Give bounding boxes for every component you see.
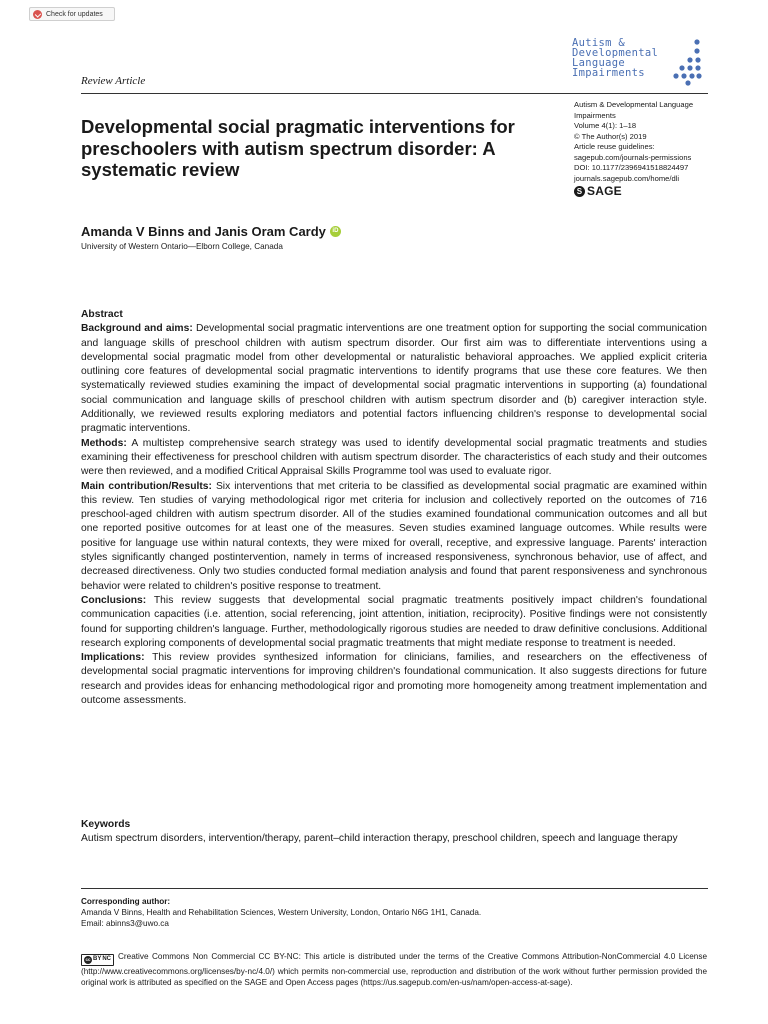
corresponding-author [81,896,707,930]
abstract [81,308,707,708]
section-text: This review provides synthesized information for clinicians, families, and researchers on the effectiveness of developmental social pragmatic interventions for improving children's foundational communication. It also suggests directions for future research and provides ideas for enhancing methodological rigor and promoting more homogeneity among treatment implementation and outcome assessments. [81,652,707,707]
keywords-text: Autism spectrum disorders, intervention/therapy, parent–child interaction therapy, preschool children, speech and language therapy [81,833,678,845]
journal-home-link[interactable]: journals.sagepub.com/home/dli [574,173,680,183]
corresponding-heading: Corresponding author: [81,897,171,906]
affiliation: University of Western Ontario—Elborn College, Canada [81,242,283,251]
sage-icon: S [574,186,585,197]
journal-name-cont: Impairments [574,110,616,120]
article-title: Developmental social pragmatic interventions for preschoolers with autism spectrum disorder: A systematic review [81,116,515,180]
author-names: Amanda V Binns and Janis Oram Cardy [81,224,326,239]
logo-dots-icon [668,38,704,86]
section-text: Developmental social pragmatic interventions are one treatment option for supporting the social communication and language skills of preschool children with autism spectrum disorder. Our first aim was to differentiate interventions using a developmental social pragmatic model from other developmental or naturalistic behavioral approaches. We applied explicit criteria outlining core features of developmental social pragmatic interventions to identify programs that use these core features. We then systematically reviewed studies examining the impact of developmental social pragmatic interventions in supporting (a) foundational social communication and language skills of preschool children with autism spectrum disorder and (b) caregiver interaction style. Additionally, we reviewed results exploring mediators and potential factors influencing children's response to developmental social pragmatic interventions. [81,323,707,435]
license-text: Creative Commons Non Commercial CC BY-NC: This article is distributed under the terms of the Creative Commons Attribution-NonCommercial 4.0 License (http://www.creativecommons.org/licenses/by-nc/4.0/) which permits non-commercial use, reproduction and distribution of the work without further permission provided the original work is attributed as specified on the SAGE and Open Access pages (https://us.sagepub.com/en-us/nam/open-access-at-sage). [81,952,707,988]
sage-logo [574,186,714,197]
license-notice [81,951,707,989]
journal-name: Autism & Developmental Language [574,100,694,109]
journal-logo-text [572,38,670,78]
check-for-updates-label: Check for updates [46,10,103,18]
article-type: Review Article [81,75,146,87]
cc-icon: cc [85,957,91,962]
abstract-section [81,322,707,436]
cc-by-label: BY [93,956,102,963]
doi[interactable]: DOI: 10.1177/2396941518824497 [574,163,689,172]
logo-line: Autism & [572,37,625,49]
section-label: Methods: [81,437,127,449]
cc-nc-label: NC [102,956,112,963]
footer-divider [81,888,708,889]
keywords [81,818,707,847]
copyright: © The Author(s) 2019 [574,131,647,141]
logo-line: Language [572,57,625,69]
keywords-heading: Keywords [81,819,131,830]
abstract-section [81,651,707,708]
abstract-section [81,437,707,480]
section-text: This review suggests that developmental social pragmatic treatments positively impact children's foundational communication capacities (i.e. attention, social referencing, joint attention, initiation, reciprocity). Positive findings were not consistently found for supporting children's language. Further, methodologically rigorous studies are needed to draw definitive conclusions. Additional research exploring components of developmental social pragmatic treatments that might mediate response to treatment is needed. [81,594,707,649]
abstract-section [81,594,707,651]
journal-logo [572,38,708,94]
corresponding-email[interactable]: Email: abinns3@uwo.ca [81,919,169,929]
orcid-icon[interactable]: iD [330,226,341,237]
section-label: Main contribution/Results: [81,480,212,492]
header-divider [81,93,708,94]
authors [81,224,341,239]
reuse-link[interactable]: sagepub.com/journals-permissions [574,152,692,162]
abstract-section [81,480,707,594]
volume: Volume 4(1): 1–18 [574,121,637,130]
check-for-updates-button[interactable] [29,7,115,21]
cc-license-badge[interactable] [81,954,114,966]
section-text: Six interventions that met criteria to be classified as developmental social pragmatic are examined within this review. Ten studies of varying methodological rigor met criteria for inclusion and collectively reported on the outcomes of 716 preschool-aged children with autism spectrum disorder. All of the studies examined foundational communication outcomes and all but one reported positive outcomes for at least one of the measures. Seven studies examined language outcomes. While results were positive for language use within natural contexts, they were mixed for overall, receptive, and expressive language. Parents' interaction styles significantly changed postintervention, namely in terms of increased responsiveness, synchronous behavior, use of affect, and decreased directiveness. Only two studies conducted formal mediation analysis and found that parent responsiveness and synchronous behavior were related to children's positive response to treatment. [81,480,707,592]
reuse-label: Article reuse guidelines: [574,142,655,151]
check-updates-icon [33,10,42,19]
section-label: Implications: [81,652,145,664]
logo-line: Developmental [572,47,659,59]
section-label: Conclusions: [81,594,147,606]
corresponding-address: Amanda V Binns, Health and Rehabilitation Sciences, Western University, London, Ontario N6G 1H1, Canada. [81,908,482,918]
section-text: A multistep comprehensive search strategy was used to identify developmental social pragmatic treatments and studies examining their effectiveness for preschool children with autism spectrum disorder. The characteristics of each study and their outcomes were then reviewed, and a modified Critical Appraisal Skills Programme tool was used to evaluate rigor. [81,437,707,478]
logo-line: Impairments [572,67,645,79]
abstract-heading: Abstract [81,309,123,320]
publisher-name: SAGE [587,184,622,199]
section-label: Background and aims: [81,323,193,335]
article-metadata [574,100,714,197]
